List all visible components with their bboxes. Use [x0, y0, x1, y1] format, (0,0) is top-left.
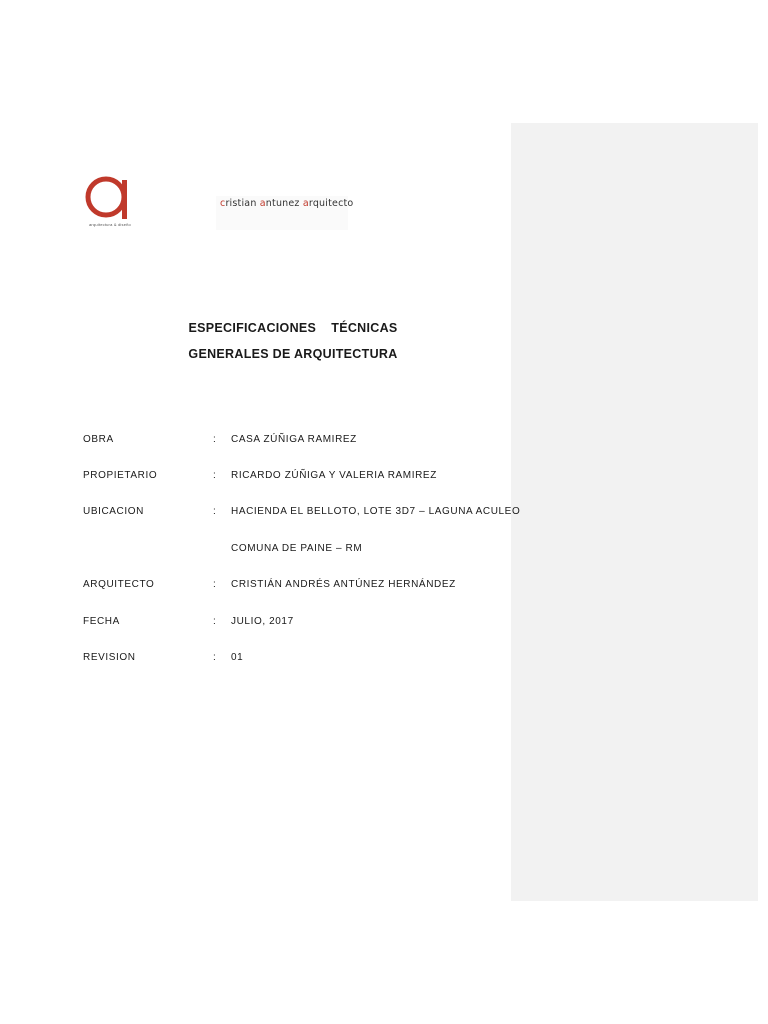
wordmark-accent: c — [220, 198, 226, 209]
detail-separator: : — [213, 470, 217, 481]
detail-value: HACIENDA EL BELLOTO, LOTE 3D7 – LAGUNA ACULEO — [231, 506, 521, 517]
wordmark-rest: ntunez — [265, 198, 303, 209]
logo-caption: arquitectura & diseño — [88, 222, 131, 227]
letter-a-logo-icon — [84, 172, 134, 228]
detail-value: CASA ZÚÑIGA RAMIREZ — [231, 434, 357, 445]
detail-label: PROPIETARIO — [83, 470, 158, 481]
wordmark-text — [220, 198, 353, 209]
detail-label: OBRA — [83, 434, 114, 445]
detail-label: ARQUITECTO — [83, 579, 155, 590]
detail-separator: : — [213, 652, 217, 663]
detail-value: CRISTIÁN ANDRÉS ANTÚNEZ HERNÁNDEZ — [231, 579, 456, 590]
wordmark-accent: a — [259, 198, 266, 209]
detail-value: 01 — [231, 652, 244, 663]
detail-value: RICARDO ZÚÑIGA Y VALERIA RAMIREZ — [231, 470, 437, 481]
detail-separator: : — [213, 506, 217, 517]
wordmark-accent: a — [302, 198, 309, 209]
wordmark-rest: ristian — [225, 198, 260, 209]
detail-separator: : — [213, 616, 217, 627]
detail-label: UBICACION — [83, 506, 144, 517]
detail-label: REVISION — [83, 652, 136, 663]
document-title-line-1: ESPECIFICACIONES TÉCNICAS — [188, 321, 398, 335]
detail-value: JULIO, 2017 — [231, 616, 294, 627]
detail-label: FECHA — [83, 616, 120, 627]
wordmark-logo — [216, 196, 354, 230]
detail-value: COMUNA DE PAINE – RM — [231, 543, 363, 554]
comment-margin-panel — [511, 123, 758, 901]
detail-separator: : — [213, 579, 217, 590]
detail-separator: : — [213, 434, 217, 445]
wordmark-rest: rquitecto — [308, 198, 354, 209]
document-title-line-2: GENERALES DE ARQUITECTURA — [188, 347, 398, 361]
